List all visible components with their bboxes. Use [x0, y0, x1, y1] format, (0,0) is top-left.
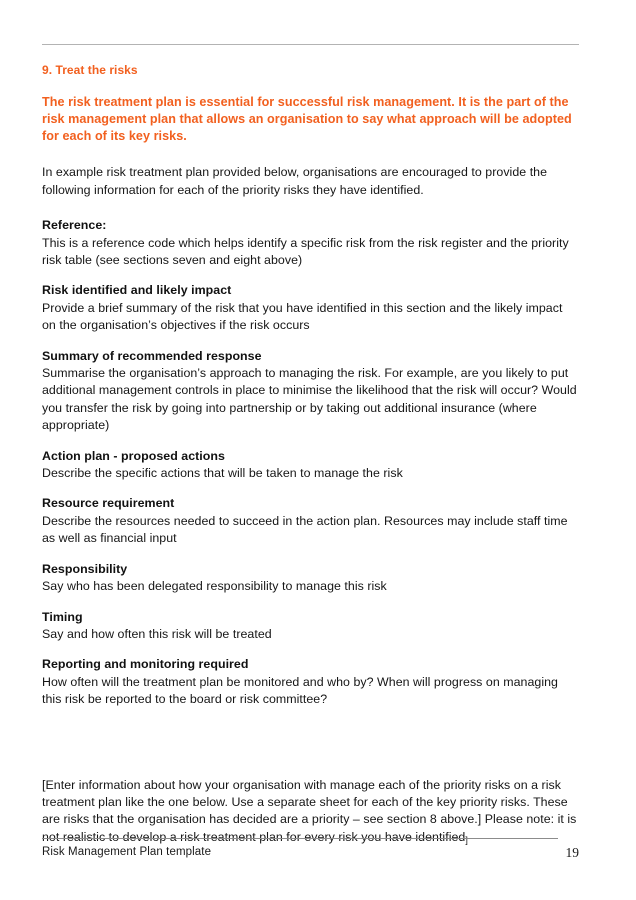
field-heading: Reporting and monitoring required: [42, 657, 249, 672]
spacer: [42, 596, 579, 609]
page-footer: [42, 838, 579, 864]
footer-document-title: Risk Management Plan template: [42, 846, 212, 858]
instruction-note-trailing-bracket: ]: [465, 834, 468, 845]
field-block-reference: [42, 217, 579, 269]
section-intro-paragraph: In example risk treatment plan provided below, organisations are encouraged to provide the following information for each of the priority risks they have identified.: [42, 165, 548, 197]
field-description: Say and how often this risk will be treated: [42, 626, 272, 641]
spacer: [42, 643, 579, 656]
field-block-reporting-monitoring: [42, 656, 579, 708]
field-heading: Responsibility: [42, 561, 128, 576]
field-description: Describe the specific actions that will be taken to manage the risk: [42, 466, 403, 481]
field-description: Provide a brief summary of the risk that you have identified in this section and the likely impact on the organisation’s objectives if the risk occurs: [42, 300, 563, 333]
page-content: [42, 44, 579, 849]
field-heading: Risk identified and likely impact: [42, 283, 232, 298]
field-block-resource-requirement: [42, 495, 579, 547]
spacer: [42, 335, 579, 348]
spacer: [42, 435, 579, 448]
spacer: [42, 269, 579, 282]
field-heading: Summary of recommended response: [42, 348, 262, 363]
spacer: [42, 482, 579, 495]
field-block-action-plan: [42, 448, 579, 483]
field-description: How often will the treatment plan be monitored and who by? When will progress on managing this risk be reported to the board or risk committee?: [42, 674, 558, 707]
instruction-note-text: [Enter information about how your organisation with manage each of the priority risks on a risk treatment plan like the one below. Use a separate sheet for each of the key priority risks. These are risks that the organisation has decided are a priority – see section 8 above.] Please note: it is not realistic to develop a risk treatment plan for every risk you have identified: [42, 777, 577, 844]
section-lead-paragraph: The risk treatment plan is essential for successful risk management. It is the part of the risk management plan that allows an organisation to say what approach will be adopted for each of its key risks.: [42, 95, 572, 143]
spacer: [42, 78, 579, 94]
field-block-timing: [42, 609, 579, 644]
spacer: [42, 709, 579, 777]
field-description: This is a reference code which helps identify a specific risk from the risk register and the priority risk table (see sections seven and eight above): [42, 235, 569, 268]
field-heading: Reference:: [42, 218, 107, 233]
spacer: [42, 144, 579, 164]
field-heading: Timing: [42, 609, 83, 624]
footer-page-number: 19: [565, 845, 579, 860]
header-rule: [42, 44, 579, 45]
section-heading: 9. Treat the risks: [42, 63, 138, 77]
field-block-summary-response: [42, 348, 579, 435]
field-heading: Resource requirement: [42, 496, 175, 511]
footer-row: [42, 846, 579, 864]
field-heading: Action plan - proposed actions: [42, 448, 225, 463]
field-description: Summarise the organisation’s approach to managing the risk. For example, are you likely to put additional management controls in place to minimise the likelihood that the risk will occur? Would you transfer the risk by going into partnership or by taking out additional insurance (where appropriate): [42, 366, 577, 433]
spacer: [42, 199, 579, 217]
field-description: Describe the resources needed to succeed in the action plan. Resources may include staff time as well as financial input: [42, 513, 568, 546]
footer-rule: [42, 838, 558, 839]
field-block-responsibility: [42, 561, 579, 596]
field-block-risk-identified: [42, 282, 579, 334]
spacer: [42, 548, 579, 561]
field-description: Say who has been delegated responsibility to manage this risk: [42, 579, 387, 594]
